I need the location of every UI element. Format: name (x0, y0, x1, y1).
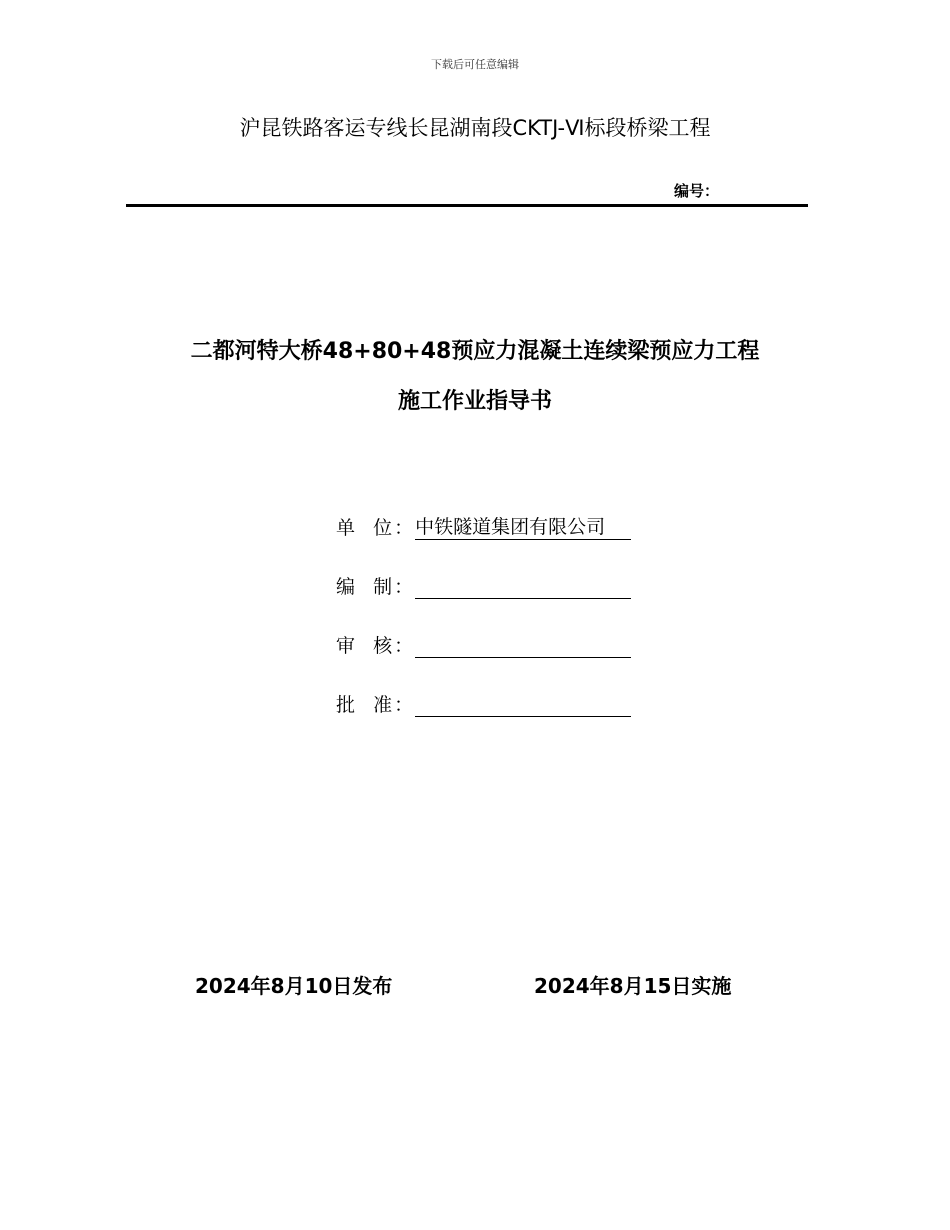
header-note: 下载后可任意编辑 (431, 58, 519, 71)
document-subtitle: 施工作业指导书 (397, 389, 552, 414)
project-title: 沪昆铁路客运专线长昆湖南段CKTJ-Ⅵ标段桥梁工程 (239, 116, 711, 140)
field-reviewer-label: 审 核： (336, 635, 416, 657)
field-unit-label: 单 位： (336, 517, 416, 539)
effective-date: 2024年8月15日实施 (534, 974, 732, 998)
field-approver (336, 687, 631, 717)
document-title: 二都河特大桥48+80+48预应力混凝土连续梁预应力工程 (190, 339, 760, 364)
field-compiler-value (415, 574, 631, 599)
field-approver-value (415, 692, 631, 717)
field-compiler (336, 569, 631, 599)
header-rule (126, 204, 808, 207)
field-reviewer (336, 628, 631, 658)
release-date: 2024年8月10日发布 (195, 974, 393, 998)
field-approver-label: 批 准： (336, 694, 416, 716)
field-reviewer-value (415, 633, 631, 658)
doc-number-label: 编号： (674, 182, 720, 200)
field-compiler-label: 编 制： (336, 576, 416, 598)
field-unit (336, 510, 631, 540)
field-unit-value: 中铁隧道集团有限公司 (415, 515, 631, 540)
